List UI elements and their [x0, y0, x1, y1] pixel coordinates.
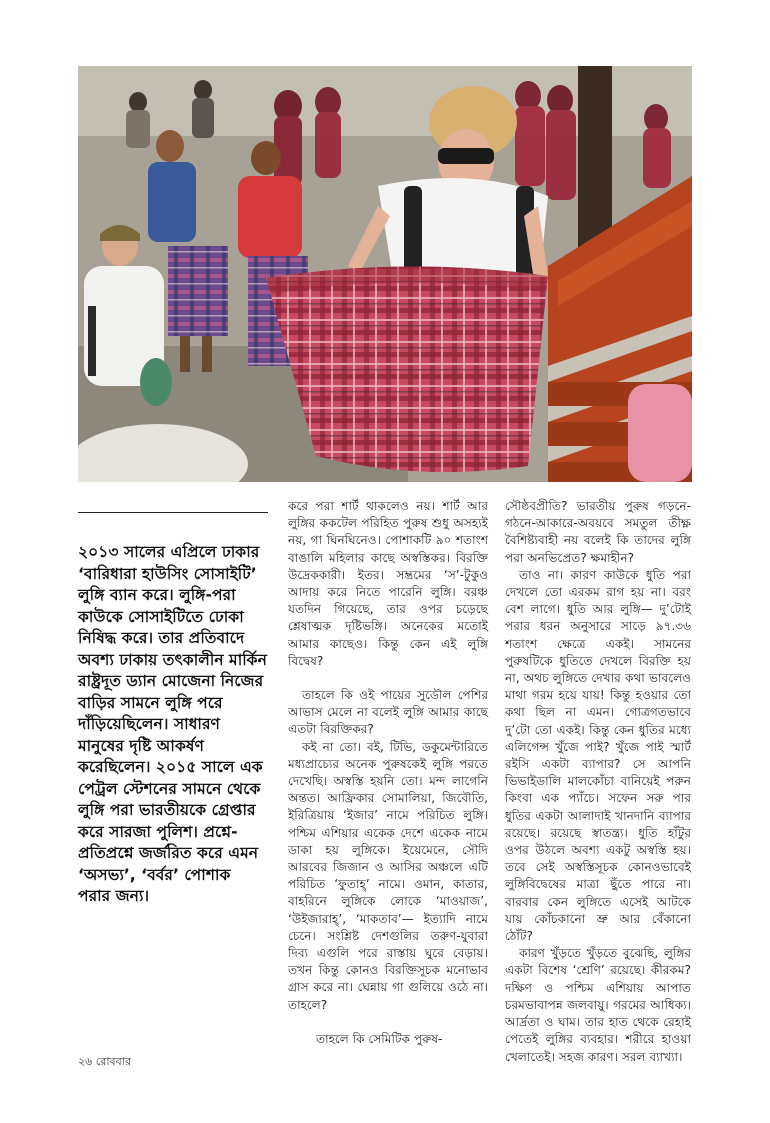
photo-illustration — [78, 66, 692, 482]
lungi-photo — [78, 66, 692, 482]
page-folio: ২৬ রোববার — [78, 1055, 131, 1068]
body-column-3 — [505, 498, 691, 1066]
body-column-2 — [288, 498, 488, 1048]
pull-quote: ২০১৩ সালের এপ্রিলে ঢাকার ‘বারিধারা হাউসিং সোসাইটি’ লুঙ্গি ব্যান করে। লুঙ্গি-পরা কাউকে সোসাইটিতে ঢোকা নিষিদ্ধ করে। তার প্রতিবাদে অবশ্য ঢাকায় তৎকালীন মার্কিন রাষ্ট্রদূত ড্যান মোজেনা নিজের বাড়ির সামনে লুঙ্গি পরে দাঁড়িয়েছিলেন। সাধারণ মানুষের দৃষ্টি আকর্ষণ করেছিলেন। ২০১৫ সালে এক পেট্রল স্টেশনের সামনে থেকে লুঙ্গি পরা ভারতীয়কে গ্রেপ্তার করে সারজা পুলিশ। প্রশ্নে-প্রতিপ্রশ্নে জর্জরিত করে এমন ‘অসভ্য’, ‘বর্বর’ পোশাক পরার জন্য। — [78, 543, 267, 905]
paragraph: তাহলে কি ওই পায়ের সুডৌল পেশির আভাস মেলে না বলেই লুঙ্গি আমার কাছে এতটা বিরক্তিকর? — [288, 688, 488, 737]
paragraph-gap — [288, 670, 488, 687]
paragraph: তাহলে কি সেমিটিক পুরুষ- — [316, 1031, 443, 1046]
paragraph: কই না তো। বই, টিভি, ডকুমেন্টারিতে মধ্যপ্রাচ্যের অনেক পুরুষকেই লুঙ্গি পরতে দেখেছি। অস্বস্তি হয়নি তো। মন্দ লাগেনি অন্তত। আফ্রিকার সোমালিয়া, জিবৌতি, ইরিত্রিয়ায় ‘ইজার’ নামে পরিচিত লুঙ্গি। পশ্চিম এশিয়ার একেক দেশে একেক নামে ডাকা হয় লুঙ্গিকে। ইয়েমেনে, সৌদি আরবের জিজান ও আসির অঞ্চলে এটি পরিচিত ‘ফুতাহ্’ নামে। ওমান, কাতার, বাহরিনে লুঙ্গিকে লোকে ‘মাওয়াজ’, ‘উইজারাহ্’, ‘মাকতাব’— ইত্যাদি নামে চেনে। সংশ্লিষ্ট দেশগুলির তরুণ-যুবারা দিব্য এগুলি পরে রাস্তায় ঘুরে বেড়ায়। তখন কিন্তু কোনও বিরক্তিসূচক মনোভাব গ্রাস করে না। ঘেন্নায় গা গুলিয়ে ওঠে না। তাহলে? — [288, 739, 488, 1012]
paragraph: কারণ খুঁড়তে খুঁড়তে বুঝেছি, লুঙ্গির একটা বিশেষ ‘শ্রেণি’ রয়েছে। কীরকম? দক্ষিণ ও পশ্চিম এশিয়ায় আপাত চরমভাবাপন্ন জলবায়ু। গরমের আধিক্য। আর্দ্রতা ও ঘাম। তার হাত থেকে রেহাই পেতেই লুঙ্গির ব্যবহার। শরীরে হাওয়া খেলাতেই। সহজ কারণ। সরল ব্যাখ্যা। — [505, 946, 691, 1064]
paragraph: করে পরা শার্ট থাকলেও নয়। শার্ট আর লুঙ্গির ককটেল পরিহিত পুরুষ শুধু অসহ্যই নয়, গা ঘিনঘিনেও। পোশাকটি ৯০ শতাংশ বাঙালি মহিলার কাছে অস্বস্তিকর। বিরক্তি উদ্রেককারী। ইতর। সম্ভ্রমের ‘স’-টুকুও আদায় করে নিতে পারেনি লুঙ্গি। বরঞ্চ যতদিন গিয়েছে, তার ওপর চড়েছে শ্লেষাত্মক দৃষ্টিভঙ্গি। অনেকের মতোই আমার কাছেও। কিন্তু কেন এই লুঙ্গি বিদ্বেষ? — [288, 499, 488, 668]
paragraph: সৌষ্ঠবপ্রীতি? ভারতীয় পুরুষ গড়নে-গঠনে-আকারে-অবয়বে সমতুল তীক্ষ্ণ বৈশিষ্ট্যবাহী নয় বলেই কি তাদের লুঙ্গি পরা অনভিপ্রেত? ক্ষমাহীন? — [505, 499, 691, 565]
paragraph: তাও না। কারণ কাউকে ধুতি পরা দেখলে তো এরকম রাগ হয় না। বরং বেশ লাগে। ধুতি আর লুঙ্গি— দু’টোই পরার ধরন অনুসারে সাড়ে ৯৭.৩৬ শতাংশ ক্ষেত্রে একই। সামনের পুরুষটিকে ধুতিতে দেখলে বিরক্তি হয় না, অথচ লুঙ্গিতে দেখার কথা ভাবলেও মাথা গরম হয়ে যায়! কিন্তু হওয়ার তো কথা ছিল না এমন। গোত্রগতভাবে দু’টো তো একই। কিন্তু কেন ধুতির মধ্যে এলিগেন্স খুঁজে পাই? খুঁজে পাই স্মার্ট রইসি একটা ব্যাপার? সে আপনি ভিভাইডালি মালকোঁচা বানিয়েই পরুন কিংবা এক প্যাঁচে। সফেন সরু পার ধুতির একটা আলাদাই খানদানি ব্যাপার রয়েছে। রয়েছে স্বাতন্ত্র্য। ধুতি হাঁটুর ওপর উঠলে অবশ্য একটু অস্বস্তি হয়। তবে সেই অস্বস্তিসূচক কোনওভাবেই লুঙ্গিবিদ্বেষের মাত্রা ছুঁতে পারে না। বারবার কেন লুঙ্গিতে এসেই আটকে যায় কোঁচকানো ভ্রু আর বেঁকানো ঠোঁট? — [505, 567, 691, 944]
paragraph-gap — [288, 1014, 488, 1031]
column-rule — [78, 512, 268, 513]
